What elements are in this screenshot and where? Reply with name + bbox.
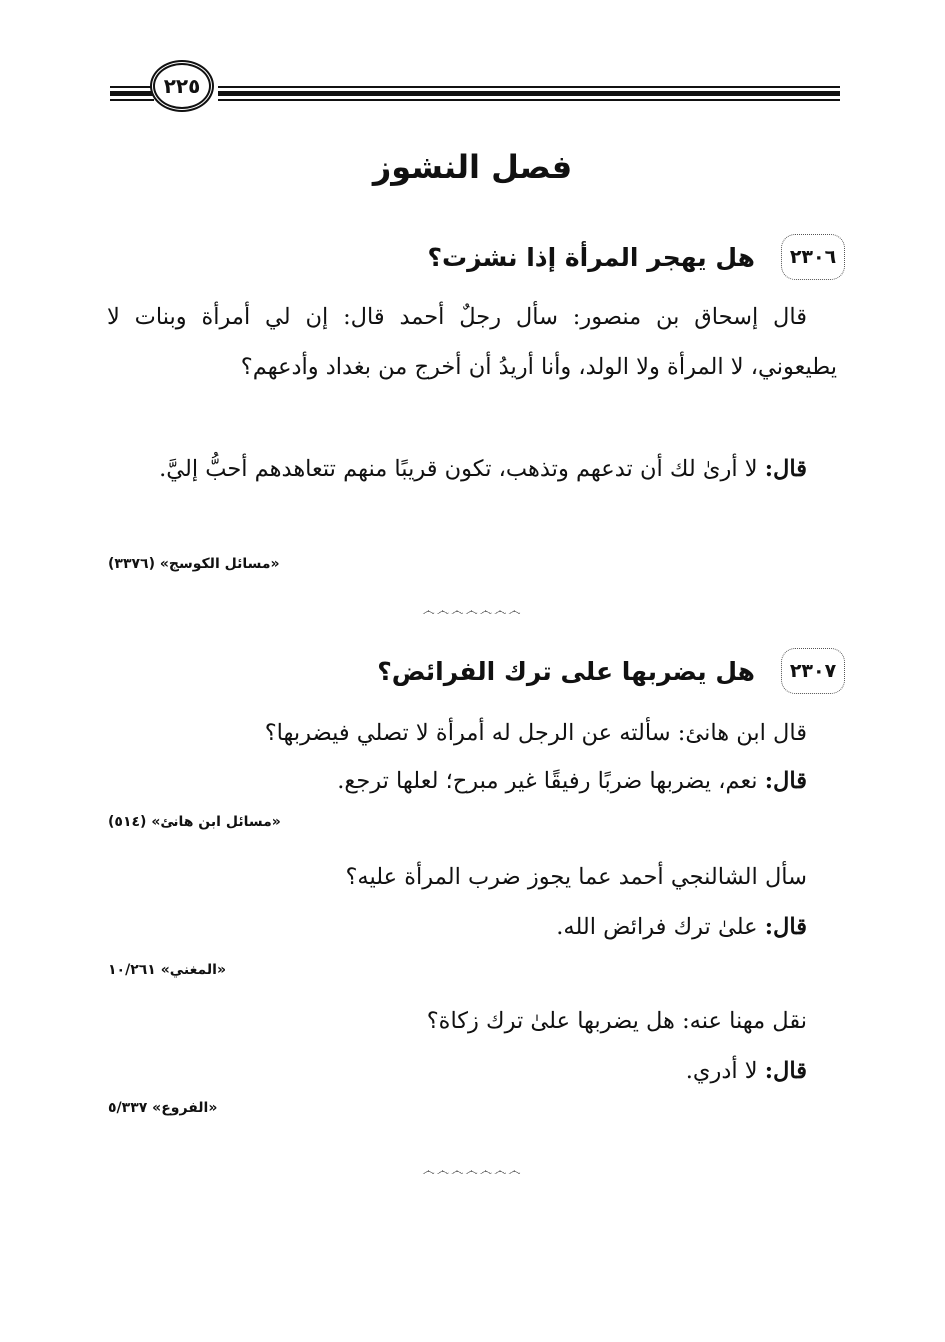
source-citation: «المغني» ١٠/٢٦١ (108, 962, 227, 978)
answer-label: قال: (764, 914, 807, 940)
source-citation: «مسائل ابن هانئ» (٥١٤) (108, 814, 281, 830)
page-header (110, 58, 840, 118)
question-number-ornament: ٢٣٠٧ (781, 648, 845, 694)
answer-paragraph (77, 902, 807, 952)
answer-paragraph (107, 444, 837, 494)
question-text: سأل الشالنجي أحمد عما يجوز ضرب المرأة عليه؟ (345, 864, 807, 890)
question-text: نقل مهنا عنه: هل يضربها علىٰ ترك زكاة؟ (426, 1008, 807, 1034)
question-number-ornament: ٢٣٠٦ (781, 234, 845, 280)
question-heading (428, 232, 846, 282)
answer-label: قال: (764, 456, 807, 482)
question-heading (377, 646, 845, 696)
ornamental-divider: ෴෴෴෴෴෴෴ (422, 604, 523, 619)
page-number-badge (150, 60, 214, 112)
question-text: قال ابن هانئ: سألته عن الرجل له أمرأة لا تصلي فيضربها؟ (264, 720, 807, 746)
answer-text: لا أدري. (685, 1058, 758, 1084)
answer-text: لا أرىٰ لك أن تدعهم وتذهب، تكون قريبًا منهم تتعاهدهم أحبُّ إليَّ. (159, 456, 758, 482)
question-text: قال إسحاق بن منصور: سأل رجلٌ أحمد قال: إن لي أمرأة وبنات لا يطيعوني، لا المرأة ولا الولد، وأنا أريدُ أن أخرج من بغداد وأدعهم؟ (107, 304, 837, 380)
answer-paragraph (77, 756, 807, 806)
answer-text: علىٰ ترك فرائض الله. (556, 914, 758, 940)
source-citation: «مسائل الكوسج» (٣٣٧٦) (108, 556, 280, 572)
question-title: هل يضربها على ترك الفرائض؟ (377, 656, 755, 686)
source-citation: «الفروع» ٥/٣٣٧ (108, 1100, 218, 1116)
chapter-title: فصل النشوز (372, 148, 573, 186)
answer-label: قال: (764, 768, 807, 794)
answer-text: نعم، يضربها ضربًا رفيقًا غير مبرح؛ لعلها ترجع. (337, 768, 758, 794)
ornamental-divider: ෴෴෴෴෴෴෴ (422, 1164, 523, 1179)
page-number: ٢٢٥ (163, 74, 201, 98)
question-title: هل يهجر المرأة إذا نشزت؟ (427, 242, 755, 272)
answer-paragraph (77, 1046, 807, 1096)
answer-label: قال: (764, 1058, 807, 1084)
